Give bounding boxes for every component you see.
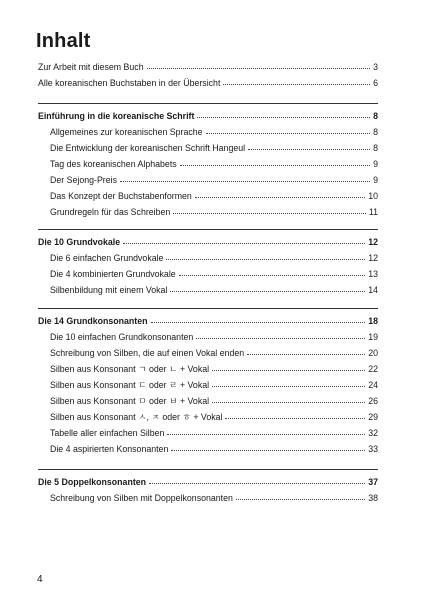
toc-entry-label: Silben aus Konsonant ㅁ oder ㅂ + Vokal <box>50 396 210 406</box>
section-divider <box>38 469 378 470</box>
toc-section-heading <box>38 313 378 329</box>
toc-section-page: 8 <box>373 111 378 121</box>
toc-entry-label: Die 4 aspirierten Konsonanten <box>50 444 169 454</box>
leader-dots <box>151 322 366 323</box>
toc-entry-page: 11 <box>368 207 378 217</box>
toc-entry-page: 9 <box>373 175 378 185</box>
toc-entry <box>50 266 378 282</box>
toc-entry-page: 24 <box>368 380 378 390</box>
toc-entry-label: Tabelle aller einfachen Silben <box>50 428 165 438</box>
toc-section-label: Einführung in die koreanische Schrift <box>38 111 195 121</box>
toc-entry <box>50 377 378 393</box>
toc-entry-label: Silben aus Konsonant ㅅ, ㅈ oder ㅎ + Vokal <box>50 412 223 422</box>
toc-entry <box>50 172 378 188</box>
toc-entry-page: 10 <box>368 191 378 201</box>
leader-dots <box>206 133 371 134</box>
toc-section-heading <box>38 108 378 124</box>
toc-section-heading <box>38 234 378 250</box>
toc-entry <box>50 409 378 425</box>
toc-section-page: 37 <box>368 477 378 487</box>
toc-section-heading <box>38 474 378 490</box>
leader-dots <box>212 386 365 387</box>
toc-entry-label: Schreibung von Silben mit Doppelkonsonanten <box>50 493 233 503</box>
toc-entry-label: Das Konzept der Buchstabenformen <box>50 191 192 201</box>
toc-entry-page: 9 <box>373 159 378 169</box>
toc-entry <box>50 345 378 361</box>
toc-entry-label: Die 10 einfachen Grundkonsonanten <box>50 332 194 342</box>
toc-entry-label: Zur Arbeit mit diesem Buch <box>38 62 144 72</box>
toc-entry-label: Der Sejong-Preis <box>50 175 117 185</box>
toc-entry <box>50 282 378 298</box>
toc-entry <box>50 441 378 457</box>
toc-entry-page: 8 <box>373 127 378 137</box>
leader-dots <box>166 259 365 260</box>
toc-entry-page: 26 <box>368 396 378 406</box>
toc-entry <box>50 124 378 140</box>
leader-dots <box>170 291 365 292</box>
toc-entry <box>50 204 378 220</box>
leader-dots <box>147 68 370 69</box>
leader-dots <box>247 354 365 355</box>
section-divider <box>38 103 378 104</box>
leader-dots <box>223 84 370 85</box>
section-divider <box>38 308 378 309</box>
leader-dots <box>180 165 370 166</box>
toc-entry-label: Tag des koreanischen Alphabets <box>50 159 177 169</box>
toc-entry-label: Silbenbildung mit einem Vokal <box>50 285 168 295</box>
toc-entry <box>50 329 378 345</box>
section-divider <box>38 229 378 230</box>
toc-entry <box>50 425 378 441</box>
toc-entry-page: 6 <box>373 78 378 88</box>
toc-entry-page: 33 <box>368 444 378 454</box>
toc-section-label: Die 5 Doppelkonsonanten <box>38 477 147 487</box>
toc-entry-label: Schreibung von Silben, die auf einen Vokal enden <box>50 348 245 358</box>
leader-dots <box>149 483 365 484</box>
footer-page-number: 4 <box>37 574 43 585</box>
toc-entry-page: 14 <box>368 285 378 295</box>
leader-dots <box>167 434 365 435</box>
leader-dots <box>171 450 365 451</box>
toc-section-page: 12 <box>368 237 378 247</box>
toc-section-label: Die 10 Grundvokale <box>38 237 121 247</box>
toc-entry <box>50 156 378 172</box>
toc-entry-label: Die 4 kombinierten Grundvokale <box>50 269 176 279</box>
toc-entry-label: Die 6 einfachen Grundvokale <box>50 253 164 263</box>
toc-entry-page: 13 <box>368 269 378 279</box>
toc-section-page: 18 <box>368 316 378 326</box>
leader-dots <box>179 275 366 276</box>
page-title: Inhalt <box>36 30 91 52</box>
toc-section-label: Die 14 Grundkonsonanten <box>38 316 148 326</box>
toc-entry <box>50 393 378 409</box>
toc-entry-label: Silben aus Konsonant ㄱ oder ㄴ + Vokal <box>50 364 210 374</box>
toc-entry-label: Alle koreanischen Buchstaben in der Übersicht <box>38 78 221 88</box>
leader-dots <box>123 243 365 244</box>
leader-dots <box>173 213 366 214</box>
leader-dots <box>212 402 365 403</box>
leader-dots <box>212 370 365 371</box>
toc-entry <box>50 490 378 506</box>
toc-entry-page: 3 <box>373 62 378 72</box>
leader-dots <box>248 149 370 150</box>
toc-entry-label: Silben aus Konsonant ㄷ oder ㄹ + Vokal <box>50 380 210 390</box>
toc-entry <box>38 75 378 91</box>
toc-entry-label: Allgemeines zur koreanischen Sprache <box>50 127 203 137</box>
leader-dots <box>236 499 365 500</box>
leader-dots <box>197 117 370 118</box>
toc-entry <box>50 188 378 204</box>
toc-entry-label: Die Entwicklung der koreanischen Schrift Hangeul <box>50 143 246 153</box>
toc-entry <box>50 361 378 377</box>
toc-entry <box>38 59 378 75</box>
toc-entry <box>50 250 378 266</box>
toc-entry <box>50 140 378 156</box>
leader-dots <box>196 338 365 339</box>
leader-dots <box>195 197 365 198</box>
toc-entry-page: 8 <box>373 143 378 153</box>
leader-dots <box>225 418 365 419</box>
toc-entry-page: 38 <box>368 493 378 503</box>
leader-dots <box>120 181 370 182</box>
toc-entry-page: 32 <box>368 428 378 438</box>
toc-entry-label: Grundregeln für das Schreiben <box>50 207 171 217</box>
toc-entry-page: 22 <box>368 364 378 374</box>
toc-entry-page: 20 <box>368 348 378 358</box>
toc-entry-page: 19 <box>368 332 378 342</box>
toc-entry-page: 12 <box>368 253 378 263</box>
toc-entry-page: 29 <box>368 412 378 422</box>
